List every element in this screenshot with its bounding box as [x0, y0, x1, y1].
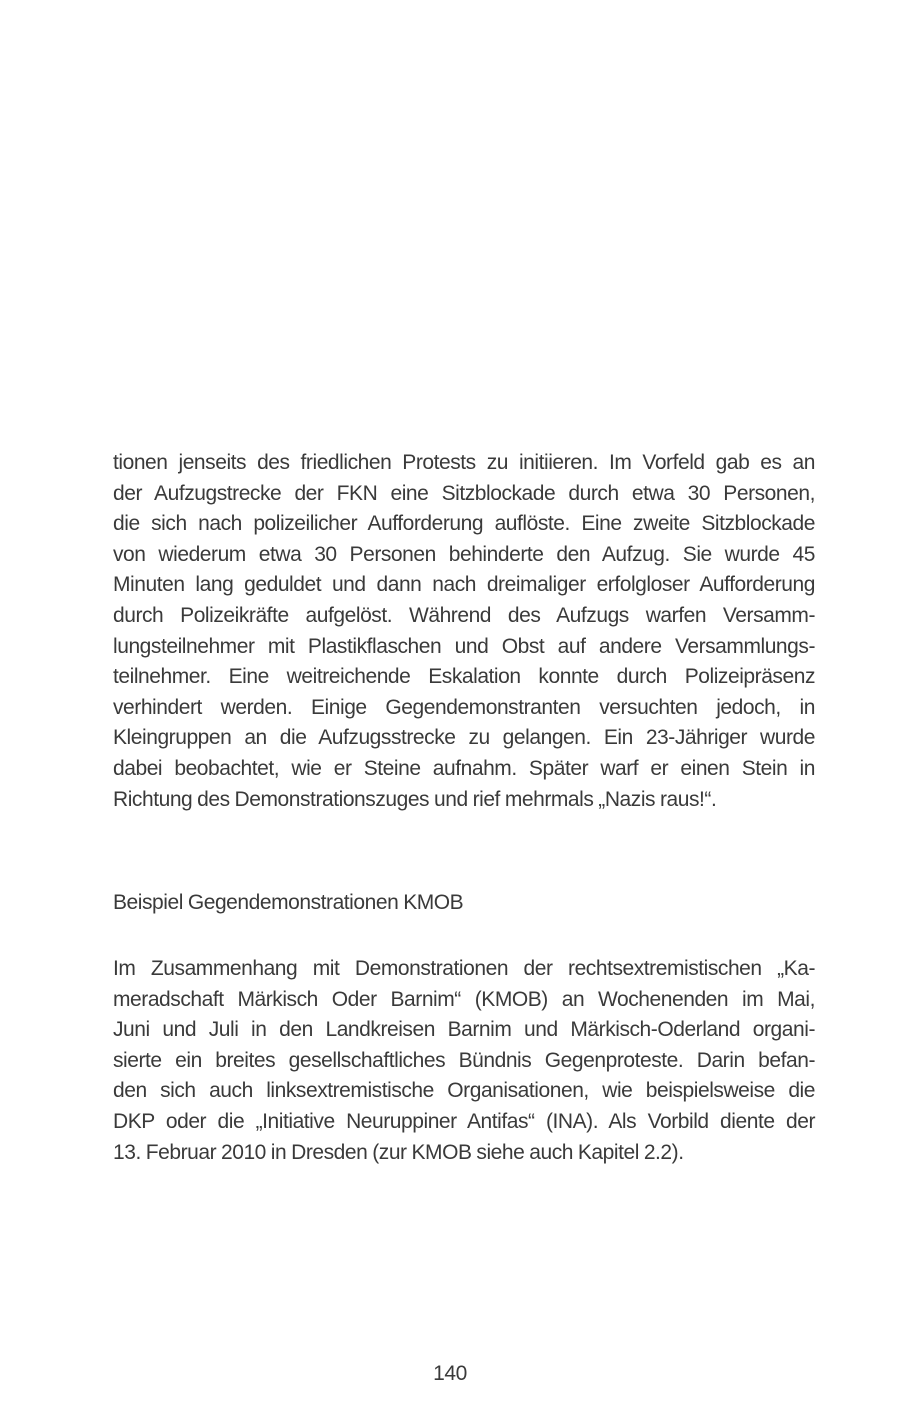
section-heading-text: Beispiel Gegendemonstrationen KMOB: [113, 891, 464, 914]
text-line: Richtung des Demonstrationszuges und rief mehrmals „Nazis raus!“.: [113, 787, 717, 811]
text-line: sierte ein breites gesellschaftliches Bündnis Gegenproteste. Darin befan-: [113, 1048, 815, 1072]
text-line: von wiederum etwa 30 Personen behinderte den Aufzug. Sie wurde 45: [113, 542, 815, 566]
text-line: die sich nach polizeilicher Aufforderung auflöste. Eine zweite Sitzblockade: [113, 512, 815, 536]
text-line: Juni und Juli in den Landkreisen Barnim und Märkisch-Oderland organi-: [113, 1018, 815, 1042]
text-line: Minuten lang geduldet und dann nach dreimaliger erfolgloser Aufforderung: [113, 573, 815, 597]
text-line: tionen jenseits des friedlichen Protests zu initiieren. Im Vorfeld gab es an: [113, 451, 815, 474]
body-paragraph-1: [113, 448, 815, 815]
text-line: meradschaft Märkisch Oder Barnim“ (KMOB) an Wochenenden im Mai,: [113, 987, 815, 1011]
text-line: Im Zusammenhang mit Demonstrationen der rechtsextremistischen „Ka-: [113, 957, 815, 980]
text-line: teilnehmer. Eine weitreichende Eskalation konnte durch Polizeipräsenz: [113, 665, 815, 689]
text-line: der Aufzugstrecke der FKN eine Sitzblockade durch etwa 30 Personen,: [113, 481, 815, 505]
page-number: 140: [433, 1362, 467, 1385]
text-line: Kleingruppen an die Aufzugsstrecke zu gelangen. Ein 23-Jähriger wurde: [113, 726, 815, 750]
text-line: verhindert werden. Einige Gegendemonstranten versuchten jedoch, in: [113, 695, 815, 719]
text-line: DKP oder die „Initiative Neuruppiner Antifas“ (INA). Als Vorbild diente der: [113, 1109, 815, 1133]
body-paragraph-2: [113, 954, 815, 1168]
text-line: durch Polizeikräfte aufgelöst. Während des Aufzugs warfen Versamm-: [113, 603, 815, 627]
text-line: lungsteilnehmer mit Plastikflaschen und Obst auf andere Versammlungs-: [113, 634, 815, 658]
section-heading: [113, 888, 815, 919]
text-line: 13. Februar 2010 in Dresden (zur KMOB siehe auch Kapitel 2.2).: [113, 1140, 684, 1164]
text-line: dabei beobachtet, wie er Steine aufnahm. Später warf er einen Stein in: [113, 756, 815, 780]
text-line: den sich auch linksextremistische Organisationen, wie beispielsweise die: [113, 1079, 815, 1103]
